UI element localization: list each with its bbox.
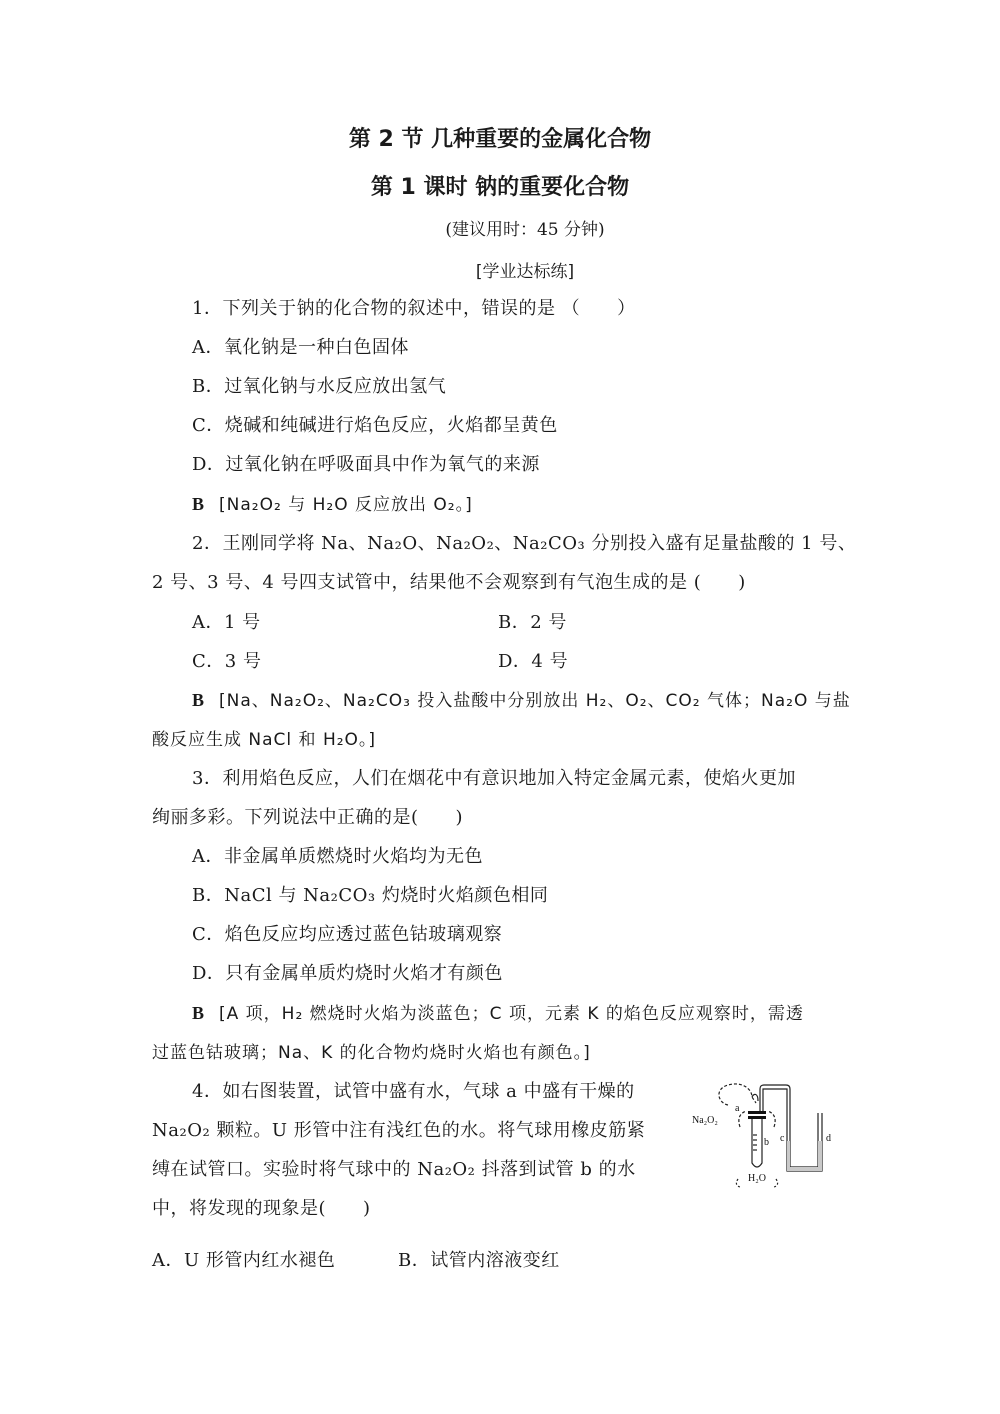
explanation-line1: [A 项，H₂ 燃烧时火焰为淡蓝色；C 项，元素 K 的焰色反应观察时，需透 (219, 1004, 804, 1024)
question-3-answer (192, 999, 804, 1024)
answer-letter: B (192, 690, 206, 710)
question-1-option-d: D．过氧化钠在呼吸面具中作为氧气的来源 (192, 454, 540, 475)
question-4-option-b: B．试管内溶液变红 (398, 1250, 560, 1271)
question-2-option-a: A．1 号 (192, 612, 261, 633)
label-c: c (780, 1133, 785, 1144)
question-1-stem: 1．下列关于钠的化合物的叙述中，错误的是 （ ） (192, 298, 636, 319)
question-4-stem-line4: 中，将发现的现象是( ) (152, 1198, 371, 1219)
practice-label: [学业达标练] (475, 262, 575, 282)
question-2-option-b: B．2 号 (498, 612, 567, 633)
question-3-stem-line1: 3．利用焰色反应，人们在烟花中有意识地加入特定金属元素，使焰火更加 (192, 768, 796, 789)
u-tube-apparatus-icon (690, 1075, 860, 1190)
question-2-answer (192, 686, 851, 711)
label-b: b (764, 1137, 769, 1148)
label-h2o: H₂O (748, 1173, 766, 1184)
question-2-stem-line2: 2 号、3 号、4 号四支试管中，结果他不会观察到有气泡生成的是 ( ) (152, 572, 746, 593)
question-1-option-c: C．烧碱和纯碱进行焰色反应，火焰都呈黄色 (192, 415, 558, 436)
label-na2o2: Na₂O₂ (692, 1115, 718, 1126)
explanation-line1: [Na、Na₂O₂、Na₂CO₃ 投入盐酸中分别放出 H₂、O₂、CO₂ 气体；Na₂O 与盐 (219, 691, 851, 711)
section-title: 第 2 节 几种重要的金属化合物 (348, 127, 652, 152)
answer-letter: B (192, 494, 206, 514)
question-2-stem-line1: 2．王刚同学将 Na、Na₂O、Na₂O₂、Na₂CO₃ 分别投入盛有足量盐酸的 1 号、 (192, 533, 857, 554)
question-3-explanation-line2: 过蓝色钴玻璃；Na、K 的化合物灼烧时火焰也有颜色。] (152, 1043, 591, 1063)
question-1-answer (192, 490, 473, 515)
question-4-option-a: A．U 形管内红水褪色 (152, 1250, 336, 1271)
question-3-option-b: B．NaCl 与 Na₂CO₃ 灼烧时火焰颜色相同 (192, 885, 549, 906)
question-1-option-a: A．氧化钠是一种白色固体 (192, 337, 409, 358)
question-4-stem-line3: 缚在试管口。实验时将气球中的 Na₂O₂ 抖落到试管 b 的水 (152, 1159, 636, 1180)
question-2-option-d: D．4 号 (498, 651, 569, 672)
suggested-time: (建议用时：45 分钟) (445, 220, 605, 240)
question-4-stem-line2: Na₂O₂ 颗粒。U 形管中注有浅红色的水。将气球用橡皮筋紧 (152, 1120, 646, 1141)
question-3-option-d: D．只有金属单质灼烧时火焰才有颜色 (192, 963, 503, 984)
question-3-stem-line2: 绚丽多彩。下列说法中正确的是( ) (152, 807, 464, 828)
label-d: d (826, 1133, 831, 1144)
question-4-stem-line1: 4．如右图装置，试管中盛有水，气球 a 中盛有干燥的 (192, 1081, 635, 1102)
explanation: [Na₂O₂ 与 H₂O 反应放出 O₂。] (219, 495, 473, 515)
lesson-title: 第 1 课时 钠的重要化合物 (370, 175, 630, 200)
label-a: a (735, 1103, 740, 1114)
answer-letter: B (192, 1003, 206, 1023)
question-2-explanation-line2: 酸反应生成 NaCl 和 H₂O。] (152, 730, 377, 750)
question-1-option-b: B．过氧化钠与水反应放出氢气 (192, 376, 447, 397)
question-3-option-a: A．非金属单质燃烧时火焰均为无色 (192, 846, 483, 867)
question-2-option-c: C．3 号 (192, 651, 262, 672)
question-3-option-c: C．焰色反应均应透过蓝色钴玻璃观察 (192, 924, 503, 945)
apparatus-figure (690, 1075, 860, 1190)
